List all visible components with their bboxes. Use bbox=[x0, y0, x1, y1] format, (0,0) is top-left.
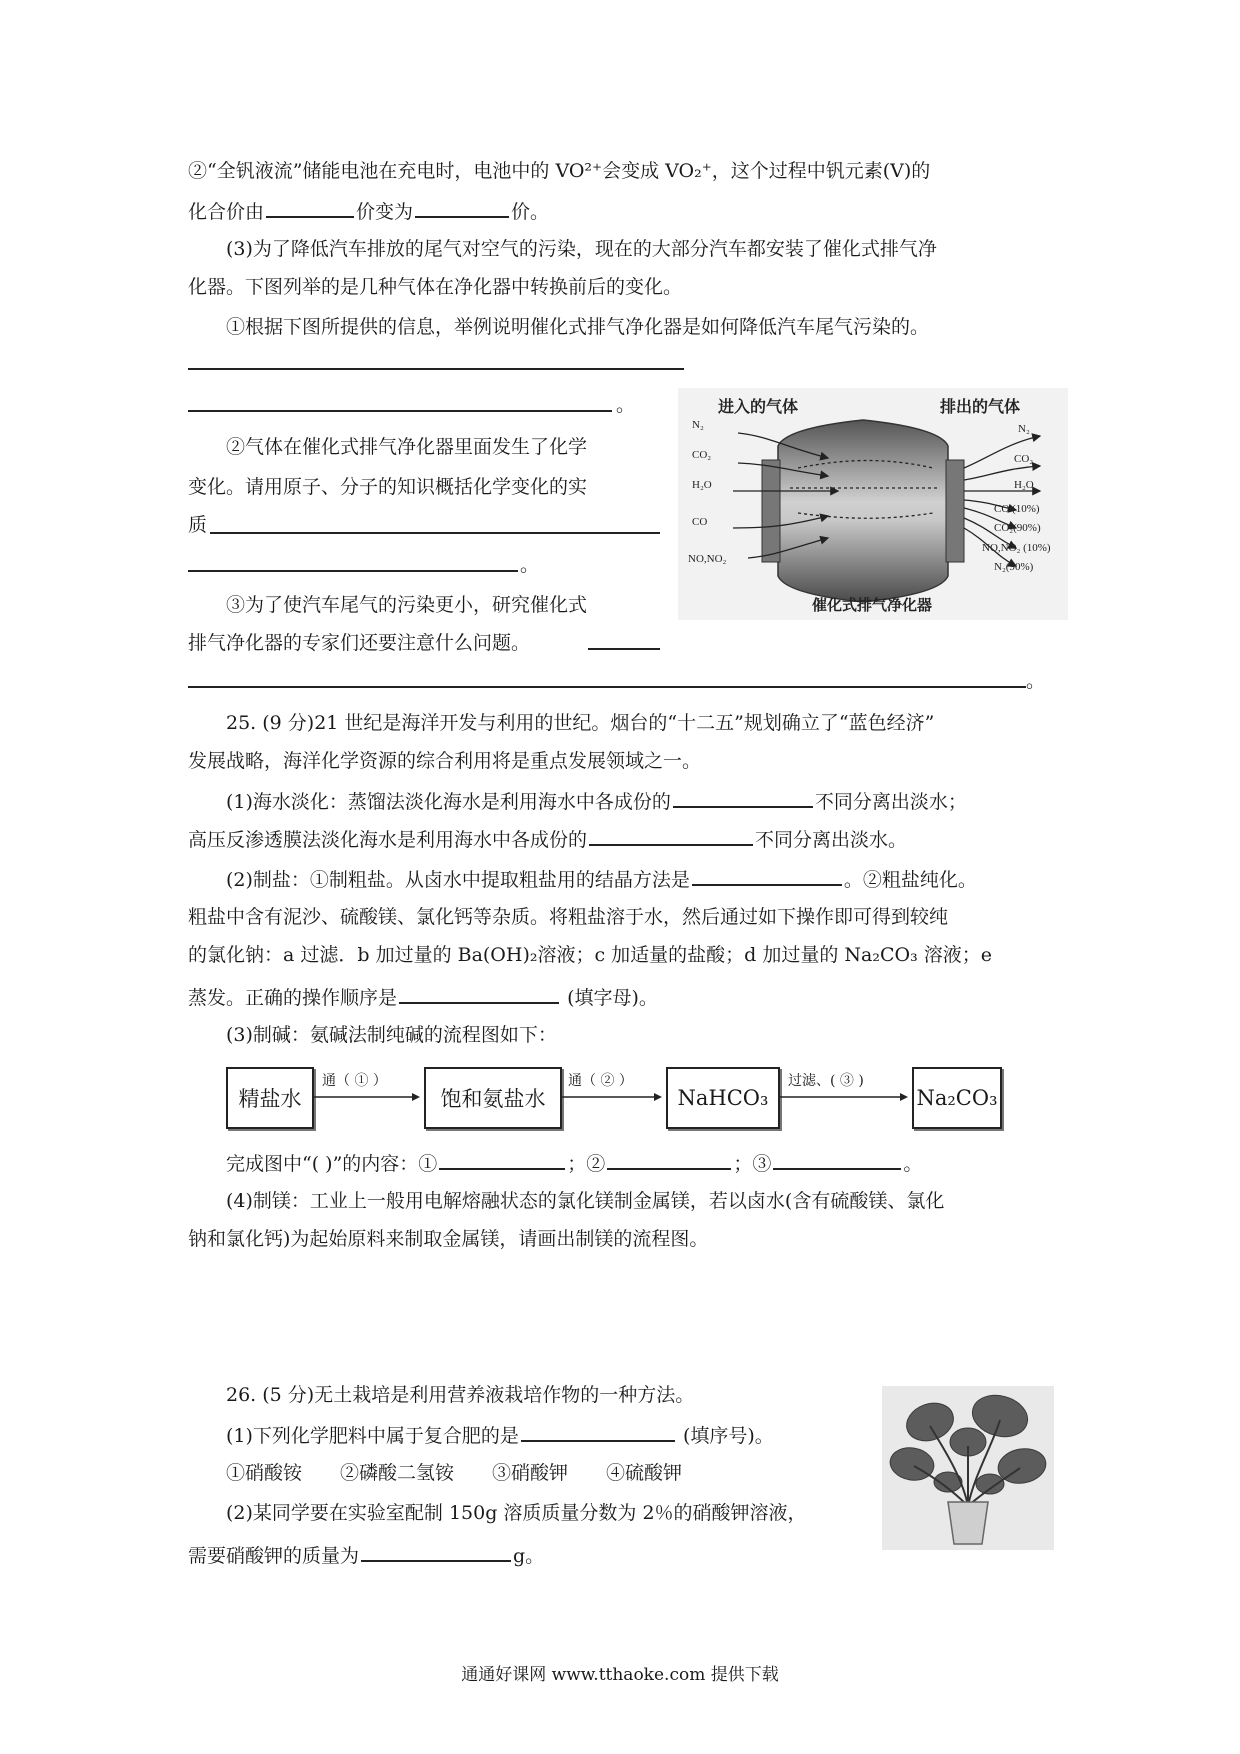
input-label: NO,NO₂ bbox=[688, 553, 727, 565]
q24-q3-line2: 排气净化器的专家们还要注意什么问题。 bbox=[188, 632, 531, 654]
converter-in-title: 进入的气体 bbox=[718, 397, 799, 416]
q25-p4-line1: (4)制镁：工业上一般用电解熔融状态的氯化镁制金属镁，若以卤水(含有硫酸镁、氯化 bbox=[226, 1190, 945, 1212]
q26-options: ①硝酸铵 ②磷酸二氢铵 ③硝酸钾 ④硫酸钾 bbox=[226, 1462, 683, 1484]
answer-blank[interactable] bbox=[415, 196, 509, 218]
q26-p1-text-b: (填序号)。 bbox=[682, 1425, 774, 1447]
answer-blank[interactable] bbox=[673, 786, 813, 808]
q25-p2-line1 bbox=[226, 864, 977, 893]
answer-blank[interactable] bbox=[521, 1420, 675, 1442]
q26-p2-text-c: g。 bbox=[513, 1545, 545, 1567]
q26-intro: 26. (5 分)无土栽培是利用营养液栽培作物的一种方法。 bbox=[226, 1384, 695, 1406]
q25-p4-line2: 钠和氯化钙)为起始原料来制取金属镁，请画出制镁的流程图。 bbox=[188, 1228, 709, 1250]
q25-p1-text-b: 不同分离出淡水； bbox=[814, 791, 967, 813]
converter-caption: 催化式排气净化器 bbox=[812, 596, 933, 614]
converter-inlet bbox=[762, 460, 780, 562]
q24-p3-line2: 化器。下图列举的是几种气体在净化器中转换前后的变化。 bbox=[188, 276, 683, 298]
q26-p1 bbox=[226, 1420, 774, 1449]
flow-box: 饱和氨盐水 bbox=[424, 1067, 562, 1129]
q26-p2-line2 bbox=[188, 1540, 544, 1569]
answer-line[interactable] bbox=[188, 368, 684, 370]
converter-out-title: 排出的气体 bbox=[940, 397, 1021, 416]
q24-q3-line1: ③为了使汽车尾气的污染更小，研究催化式 bbox=[226, 594, 588, 616]
answer-blank[interactable] bbox=[773, 1148, 901, 1170]
q24-p2-text-c: 价。 bbox=[511, 201, 550, 223]
q25-p1-text-d: 不同分离出淡水。 bbox=[755, 829, 908, 851]
answer-blank[interactable] bbox=[607, 1148, 731, 1170]
q24-p2-text-b: 价变为 bbox=[356, 201, 414, 223]
answer-blank[interactable] bbox=[399, 982, 559, 1004]
q25-p2-text-b: 。②粗盐纯化。 bbox=[843, 869, 977, 891]
q25-p1-text-a: (1)海水淡化：蒸馏法淡化海水是利用海水中各成份的 bbox=[226, 791, 671, 813]
q25-fill-text-b: ；② bbox=[567, 1153, 606, 1175]
q26-p2-text-b: 需要硝酸钾的质量为 bbox=[188, 1545, 360, 1567]
q25-p2-text-e: 蒸发。正确的操作顺序是 bbox=[188, 987, 398, 1009]
q25-fill-text-d: 。 bbox=[903, 1153, 923, 1175]
converter-outlet bbox=[946, 460, 964, 562]
input-label: CO₂ bbox=[692, 449, 712, 461]
period: 。 bbox=[616, 394, 636, 416]
answer-line[interactable] bbox=[210, 532, 660, 534]
converter-body bbox=[778, 420, 948, 602]
flow-label: 通（ ② ） bbox=[568, 1073, 633, 1089]
flow-label: 过滤、( ③ ) bbox=[788, 1073, 864, 1089]
q26-p2-line1: (2)某同学要在实验室配制 150g 溶质质量分数为 2％的硝酸钾溶液， bbox=[226, 1502, 807, 1524]
q25-intro-line1: 25. (9 分)21 世纪是海洋开发与利用的世纪。烟台的“十二五”规划确立了“蓝色经济” bbox=[226, 712, 935, 734]
q24-p3-line1: (3)为了降低汽车排放的尾气对空气的污染，现在的大部分汽车都安装了催化式排气净 bbox=[226, 238, 937, 260]
answer-line[interactable] bbox=[188, 686, 1026, 688]
flow-box: Na₂CO₃ bbox=[912, 1067, 1002, 1129]
flow-label: 通（ ① ） bbox=[322, 1073, 387, 1089]
output-label: N₂(90%) bbox=[994, 561, 1034, 573]
period: 。 bbox=[520, 554, 540, 576]
output-label: CO₂ bbox=[1014, 453, 1034, 465]
input-label: N₂ bbox=[692, 419, 704, 431]
q24-q2-line3: 质 bbox=[188, 514, 208, 536]
input-label: CO bbox=[692, 516, 708, 528]
flow-box: NaHCO₃ bbox=[666, 1067, 780, 1129]
catalytic-converter-figure bbox=[678, 388, 1068, 620]
q25-p2-line2: 粗盐中含有泥沙、硫酸镁、氯化钙等杂质。将粗盐溶于水，然后通过如下操作即可得到较纯 bbox=[188, 906, 949, 928]
output-label: CO₂(90%) bbox=[994, 522, 1041, 534]
q25-fill-text-c: ；③ bbox=[733, 1153, 772, 1175]
q25-p1-line2 bbox=[188, 824, 907, 853]
answer-blank[interactable] bbox=[692, 864, 842, 886]
q25-intro-line2: 发展战略，海洋化学资源的综合利用将是重点发展领域之一。 bbox=[188, 750, 702, 772]
q25-fill-line bbox=[226, 1148, 922, 1177]
q25-p1-text-c: 高压反渗透膜法淡化海水是利用海水中各成份的 bbox=[188, 829, 588, 851]
q26-p1-text-a: (1)下列化学肥料中属于复合肥的是 bbox=[226, 1425, 519, 1447]
page-footer: 通通好课网 www.tthaoke.com 提供下载 bbox=[461, 1665, 779, 1685]
hydroponic-plant-image bbox=[882, 1386, 1054, 1550]
q25-fill-text-a: 完成图中“( )”的内容：① bbox=[226, 1153, 438, 1175]
q25-p2-text-f: (填字母)。 bbox=[567, 987, 658, 1009]
q24-p3-q1: ①根据下图所提供的信息，举例说明催化式排气净化器是如何降低汽车尾气污染的。 bbox=[226, 316, 930, 338]
answer-line[interactable] bbox=[588, 648, 660, 650]
glass-vase bbox=[948, 1502, 988, 1544]
output-label: N₂ bbox=[1018, 423, 1030, 435]
flow-box: 精盐水 bbox=[226, 1067, 314, 1129]
output-label: CO (10%) bbox=[994, 503, 1040, 515]
q24-q2-line1: ②气体在催化式排气净化器里面发生了化学 bbox=[226, 436, 588, 458]
q24-p2-text-a: 化合价由 bbox=[188, 201, 265, 223]
q25-p3: (3)制碱：氨碱法制纯碱的流程图如下： bbox=[226, 1024, 557, 1046]
input-label: H₂O bbox=[692, 479, 712, 491]
answer-blank[interactable] bbox=[589, 824, 753, 846]
q24-p2-line2 bbox=[188, 196, 549, 225]
answer-blank[interactable] bbox=[439, 1148, 565, 1170]
q25-p1-line1 bbox=[226, 786, 967, 815]
answer-blank[interactable] bbox=[361, 1540, 511, 1562]
q25-p2-text-a: (2)制盐：①制粗盐。从卤水中提取粗盐用的结晶方法是 bbox=[226, 869, 690, 891]
answer-line[interactable] bbox=[188, 570, 518, 572]
q25-p2-line4 bbox=[188, 982, 658, 1011]
output-label: H₂O bbox=[1014, 479, 1034, 491]
q25-p2-line3: 的氯化钠：a 过滤．b 加过量的 Ba(OH)₂溶液；c 加适量的盐酸；d 加过量的 Na₂CO₃ 溶液；e bbox=[188, 944, 992, 966]
q24-q2-line2: 变化。请用原子、分子的知识概括化学变化的实 bbox=[188, 476, 588, 498]
q24-p2-line1: ②“全钒液流”储能电池在充电时，电池中的 VO²⁺会变成 VO₂⁺，这个过程中钒元素(V)的 bbox=[188, 160, 931, 182]
answer-blank[interactable] bbox=[266, 196, 354, 218]
answer-line[interactable] bbox=[188, 410, 612, 412]
period: 。 bbox=[1026, 670, 1046, 692]
output-label: NO,NO₂ (10%) bbox=[982, 542, 1051, 554]
